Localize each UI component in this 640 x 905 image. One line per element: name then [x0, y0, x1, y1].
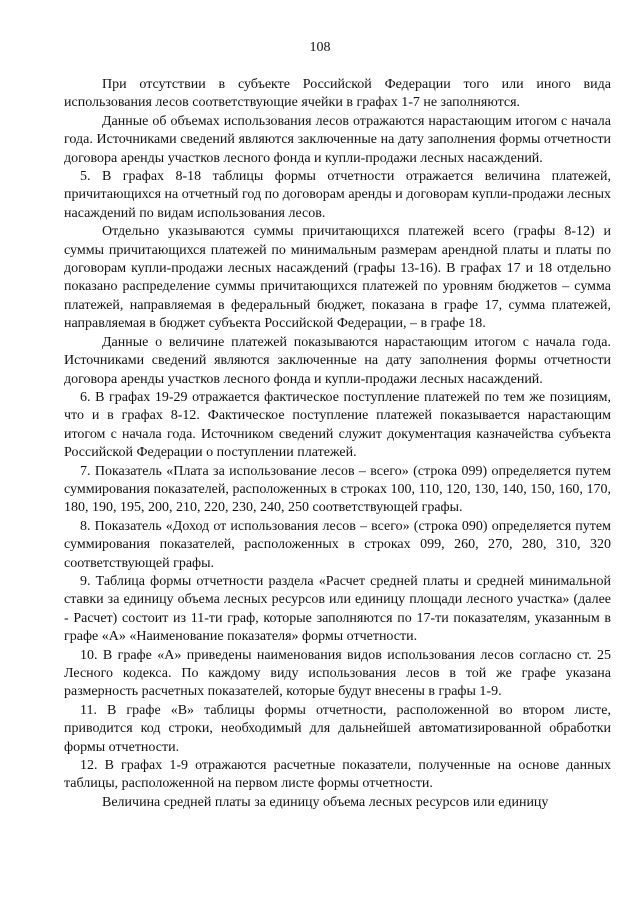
- paragraph-item-11: 11. В графе «В» таблицы формы отчетности, расположенной во втором листе, приводится код строки, необходимый для дальнейшей автоматизированной обработки формы отчетности.: [64, 702, 611, 755]
- paragraph-item-9: 9. Таблица формы отчетности раздела «Расчет средней платы и средней минимальной ставки за единицу объема лесных ресурсов или единицу площади лесного участка» (далее - Расчет) состоит из 11-ти граф, которые заполняются по 17-ти показателям, указанным в графе «А» «Наименование показателя» формы отчетности.: [64, 573, 611, 645]
- paragraph-item-8: 8. Показатель «Доход от использования лесов – всего» (строка 090) определяется путем суммирования показателей, расположенных в строках 099, 260, 270, 280, 310, 320 соответствующей графы.: [64, 518, 611, 571]
- document-body: [64, 76, 611, 812]
- paragraph-item-10: 10. В графе «А» приведены наименования видов использования лесов согласно ст. 25 Лесного кодекса. По каждому виду использования лесов в той же графе указана размерность расчетных показателей, которые будут внесены в графы 1-9.: [64, 647, 611, 700]
- paragraph-item-5: 5. В графах 8-18 таблицы формы отчетности отражается величина платежей, причитающихся на отчетный год по договорам аренды и договорам купли-продажи лесных насаждений по видам использования лесов.: [64, 169, 611, 221]
- paragraph-item-7: 7. Показатель «Плата за использование лесов – всего» (строка 099) определяется путем суммирования показателей, расположенных в строках 100, 110, 120, 130, 140, 150, 160, 170, 180, 190, 195, 200, 210, 220, 230, 240, 250 соответствующей графы.: [64, 463, 611, 516]
- paragraph-payment-sources: Данные о величине платежей показываются нарастающим итогом с начала года. Источниками сведений являются заключенные на дату заполнения формы отчетности договора аренды участков лесного фонда и купли-продажи лесных насаждений.: [64, 334, 611, 387]
- paragraph-item-12: 12. В графах 1-9 отражаются расчетные показатели, полученные на основе данных таблицы, расположенной на первом листе формы отчетности.: [64, 758, 611, 792]
- paragraph-average-fee: Величина средней платы за единицу объема лесных ресурсов или единицу: [102, 794, 549, 810]
- paragraph-payment-sums: Отдельно указываются суммы причитающихся платежей всего (графы 8-12) и суммы причитающихся платежей по минимальным размерам арендной платы и платы по договорам купли-продажи лесных насаждений (графы 13-16). В графах 17 и 18 отдельно показано распределение суммы причитающихся платежей по уровням бюджетов – сумма платежей, направляемая в федеральный бюджет, показана в графе 17, сумма платежей, направляемая в бюджет субъекта Российской Федерации, – в графе 18.: [64, 224, 611, 332]
- paragraph-usage-volumes: Данные об объемах использования лесов отражаются нарастающим итогом с начала года. Источниками сведений являются заключенные на дату заполнения формы отчетности договора аренды участков лесного фонда и купли-продажи лесных насаждений.: [64, 113, 611, 166]
- paragraph-no-data-cells: При отсутствии в субъекте Российской Федерации того или иного вида использования лесов соответствующие ячейки в графах 1-7 не заполняются.: [64, 77, 611, 111]
- paragraph-item-6: 6. В графах 19-29 отражается фактическое поступление платежей по тем же позициям, что и в графах 8-12. Фактическое поступление платежей показывается нарастающим итогом с начала года. Источником сведений служит документация казначейства субъекта Российской Федерации о поступлении платежей.: [64, 389, 611, 461]
- page-number: 108: [309, 40, 331, 55]
